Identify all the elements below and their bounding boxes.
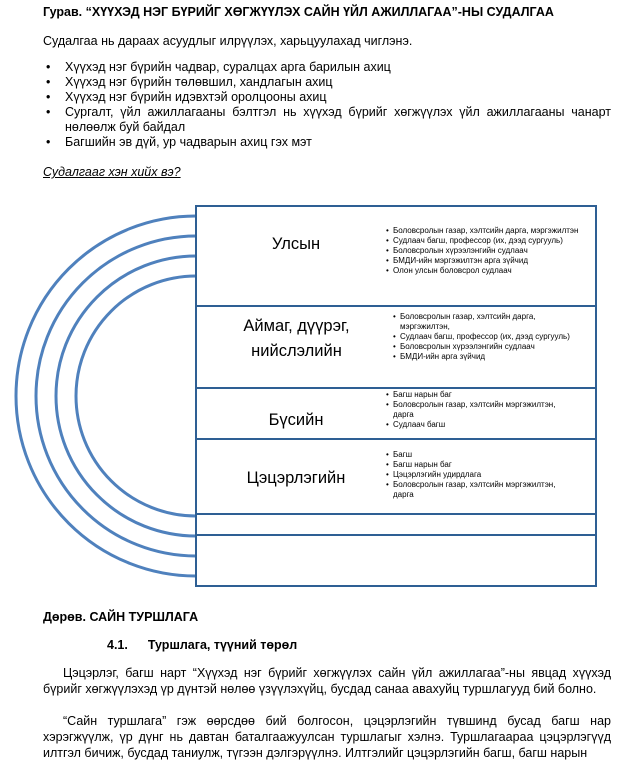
detail-item: • Боловсролын газар, хэлтсийн дарга, мэргэжилтэн, [393,312,536,331]
bullet-icon: • [393,312,396,321]
subsection-number: 4.1. [107,638,128,652]
level-details-province [393,312,583,362]
bullet-icon: • [46,60,51,74]
bullet-icon: • [393,342,396,351]
detail-item: • Багш [386,450,413,459]
list-item-text: Хүүхэд нэг бүрийн чадвар, суралцах арга барилын ахиц [65,60,391,74]
paragraph: “Сайн туршлага” гэж өөрсдөө бий болгосон, цэцэрлэгийн түвшинд бусад багш нар хэрэгжүүлж, үр дүнг нь давтан баталгаажуулсан туршлагыг хэлнэ. Туршлагаараа цэцэрлэгүүд илтгэл бичиж, бусдад таниулж, түгээн дэлгэрүүлнэ. Илтгэлийг цэцэрлэгийн багш, багш нарын [43,714,611,760]
bullet-icon: • [46,75,51,89]
level-arc [36,236,196,556]
bullet-icon: • [386,450,389,459]
list-item [43,135,611,150]
level-label-province: Аймаг, дүүрэг, нийслэлийн [243,317,350,360]
bullet-icon: • [386,460,389,469]
detail-item: • Багш нарын баг [386,460,452,469]
bullet-icon: • [46,90,51,104]
level-details-regional [386,390,576,430]
bullet-icon: • [386,256,389,265]
detail-item: • Боловсролын газар, хэлтсийн мэргэжилтэн, дарга [386,480,556,499]
level-row [196,514,596,535]
bullet-icon: • [386,470,389,479]
list-item [43,60,611,75]
bullet-icon: • [393,352,396,361]
level-label-kindergarten: Цэцэрлэгийн [246,469,346,487]
detail-item: • Боловсролын газар, хэлтсийн мэргэжилтэн, дарга [386,400,556,419]
paragraph: Цэцэрлэг, багш нарт “Хүүхэд нэг бүрийг хөгжүүлэх сайн үйл ажиллагаа”-ны явцад хүүхэд бүрийг хөгжүүлэхэд үр дүнтэй нөлөө үзүүлэхүйц, бусдад санаа авахуйц туршлагууд бий болно. [43,666,611,696]
detail-item: • Багш нарын баг [386,390,452,399]
bullet-icon: • [386,266,389,275]
bullet-icon: • [386,480,389,489]
list-item-text: Хүүхэд нэг бүрийн төлөвшил, хандлагын ахиц [65,75,333,89]
bullet-icon: • [386,226,389,235]
detail-item: • Судлаач багш, профессор (их, дээд сургууль) [393,332,570,341]
detail-item: • БМДИ-ийн мэргэжилтэн арга зүйчид [386,256,528,265]
section-4-title: Дөрөв. САЙН ТУРШЛАГА [43,610,199,624]
list-item [43,90,611,105]
list-item-text: Сургалт, үйл ажиллагааны бэлтгэл нь хүүхэд бүрийг хөгжүүлэх үйл ажиллагааны чанарт нөлөөлж буй байдал [65,105,611,134]
bullet-icon: • [386,420,389,429]
detail-item: • Олон улсын боловсрол судлаач [386,266,512,275]
level-arc [76,276,196,516]
level-label-regional: Бүсийн [268,411,324,429]
bullet-icon: • [393,332,396,341]
section-3-title: Гурав. “ХҮҮХЭД НЭГ БҮРИЙГ ХӨГЖҮҮЛЭХ САЙН ҮЙЛ АЖИЛЛАГАА”-НЫ СУДАЛГАА [43,5,554,19]
bullet-icon: • [386,400,389,409]
list-item-text: Хүүхэд нэг бүрийн идэвхтэй оролцооны ахиц [65,90,327,104]
subsection-title: Туршлага, түүний төрөл [147,638,298,652]
level-arc [16,216,196,576]
detail-item: • Боловсролын хүрээлэнгийн судлаач [393,342,535,351]
list-item [43,105,611,135]
list-item [43,75,611,90]
section-3-intro: Судалгаа нь дараах асуудлыг илрүүлэх, харьцуулахад чиглэнэ. [43,34,413,48]
bullet-icon: • [46,135,51,149]
bullet-icon: • [46,105,51,119]
research-goals-list [43,60,611,150]
detail-item: • Боловсролын газар, хэлтсийн дарга, мэргэжилтэн [386,226,579,235]
subsection-heading [107,638,297,652]
research-levels-diagram [0,192,639,592]
who-conducts-question: Судалгааг хэн хийх вэ? [43,165,181,179]
detail-item: • Судлаач багш [386,420,446,429]
detail-item: • Боловсролын хүрээлэнгийн судлаач [386,246,528,255]
bullet-icon: • [386,236,389,245]
detail-item: • Цэцэрлэгийн удирдлага [386,470,482,479]
bullet-icon: • [386,246,389,255]
level-label-national: Улсын [271,235,321,253]
level-details-kindergarten [386,450,576,500]
bullet-icon: • [386,390,389,399]
detail-item: • БМДИ-ийн арга зүйчид [393,352,486,361]
level-row [196,535,596,586]
level-details-national [386,226,594,276]
detail-item: • Судлаач багш, профессор (их, дээд сургууль) [386,236,563,245]
list-item-text: Багшийн эв дүй, ур чадварын ахиц гэх мэт [65,135,312,149]
